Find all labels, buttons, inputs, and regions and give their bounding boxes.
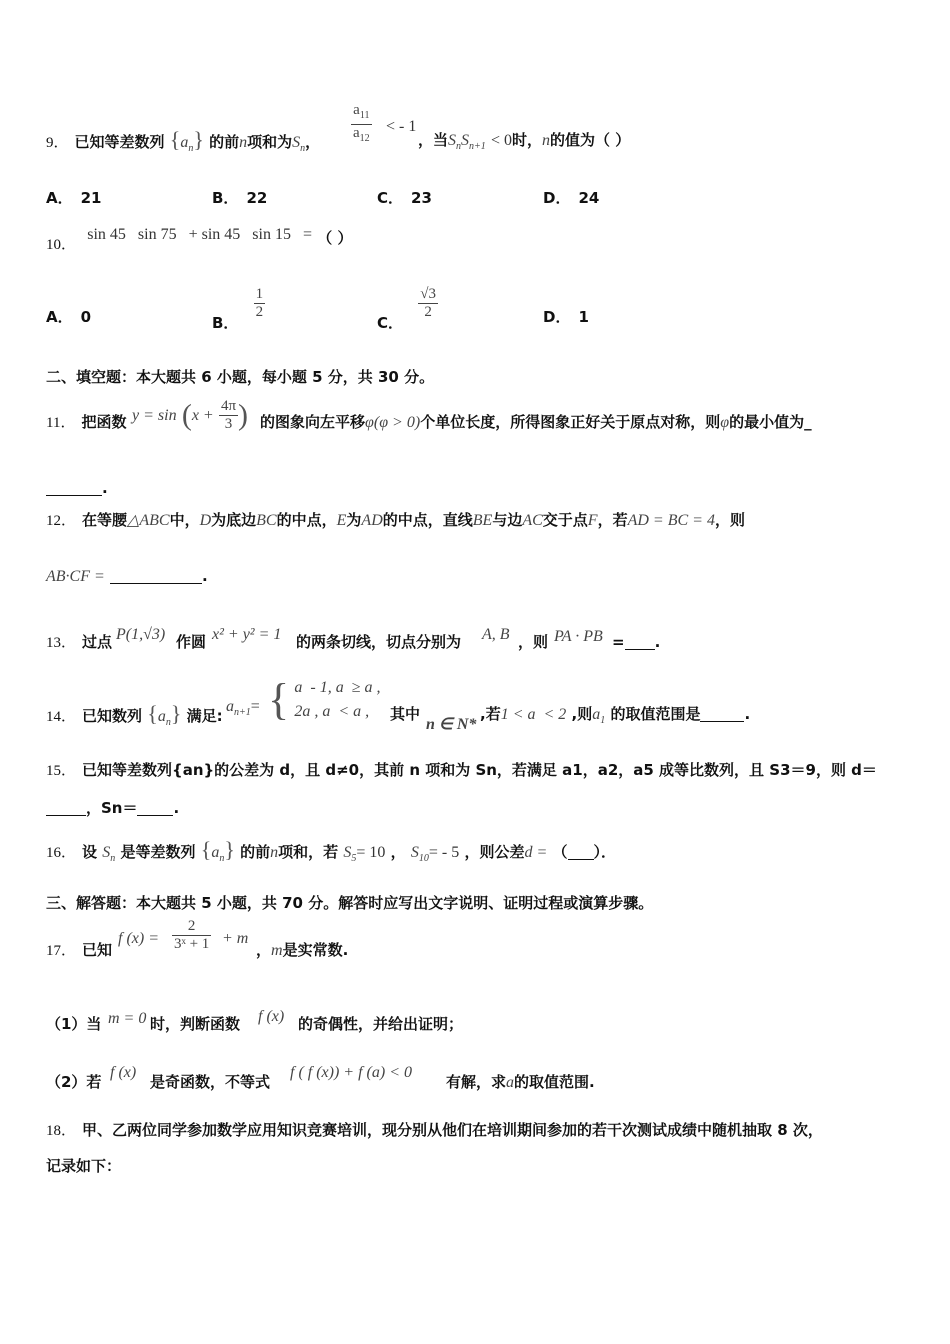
question-number: 9． [46, 135, 69, 151]
trig-expression: sin 45 sin 75 + sin 45 sin 15 = [87, 226, 312, 243]
piecewise-cases: a - 1, a ≥ a , 2a , a < a , [294, 679, 381, 720]
option-b[interactable]: B． 22 [212, 189, 268, 207]
question-10: 10． sin 45 sin 75 + sin 45 sin 15 = （ ） [46, 226, 353, 253]
question-13: 13． 过点 P(1,√3) 作圆 x² + y² = 1 的两条切线，切点分别为 A, B ，则 PA · PB = . [46, 626, 661, 651]
question-15: 15． 已知等差数列{an}的公差为 d，且 d≠0，其前 n 项和为 Sn，若满足 a1，a2，a5 成等比数列，且 S3＝9，则 d＝ [46, 761, 877, 779]
section-heading-fill-in: 二、填空题：本大题共 6 小题，每小题 5 分，共 30 分。 [46, 368, 435, 386]
question-18: 18． 甲、乙两位同学参加数学应用知识竞赛培训，现分别从他们在培训期间参加的若干次测试成绩中随机抽取 8 次， [46, 1121, 823, 1139]
option-d[interactable]: D． 24 [543, 189, 600, 207]
option-b[interactable]: B． $\frac{1}{2}$ [212, 286, 264, 332]
section-heading-solutions: 三、解答题：本大题共 5 小题，共 70 分。解答时应写出文字说明、证明过程或演算步骤。 [46, 894, 654, 912]
question-9: 9． 已知等差数列 $\{a_n\}$ 的前n项和为$S_n$， $\frac{a_{11}}{a_{12}}$ < - 1 ，当$S_nS_{n+1} < 0$时，n的值为（ ） [46, 102, 631, 154]
option-a[interactable]: A． 0 [46, 308, 92, 326]
question-18-line-2: 记录如下： [46, 1157, 122, 1175]
question-17-part-1: （1）当 m = 0 时，判断函数 f (x) 的奇偶性，并给出证明； [46, 1008, 464, 1033]
question-16: 16． 设 $S_n$ 是等差数列 $\{a_n\}$ 的前n项和，若 $S_5= 10$ ， $S_{10}= - 5$ ，则公差d = （ ）． [46, 837, 617, 864]
option-d[interactable]: D． 1 [543, 308, 589, 326]
answer-line-12[interactable]: AB·CF = . [46, 567, 208, 585]
option-c[interactable]: C． 23 [377, 189, 432, 207]
question-17: 17． 已知 f (x) = $\frac{2}{\text{3ˣ + 1}}$ + m ，m是实常数. [46, 918, 349, 959]
question-17-part-2: （2）若 f (x) 是奇函数，不等式 f ( f (x)) + f (a) < 0 有解，求a的取值范围. [46, 1064, 595, 1091]
answer-line-15[interactable]: ，Sn＝ . [46, 798, 910, 818]
option-a[interactable]: A． 21 [46, 189, 102, 207]
answer-line-11[interactable]: . [46, 478, 910, 498]
question-14: 14． 已知数列 $\{a_n\}$ 满足: $a_{n+1}=$ { a - 1, a ≥ a , 2a , a < a , 其中 n ∈ N* ,若1 < a < 2 ,则$a_1$ 的取值范围是 . [46, 675, 751, 733]
question-12: 12． 在等腰△ABC中，D为底边BC的中点，E为AD的中点，直线BE与边AC交于点F，若AD = BC = 4，则 [46, 511, 745, 529]
option-c[interactable]: C． $\frac{√3}{2}$ [377, 286, 436, 332]
ratio-fraction: $\frac{a_{11}}{a_{12}}$ [351, 102, 372, 147]
question-11: 11． 把函数 y = sin (x + $\frac{4\pi}{3}$ ) 的图象向左平移φ(φ > 0)个单位长度，所得图象正好关于原点对称，则φ的最小值为_ [46, 398, 812, 432]
